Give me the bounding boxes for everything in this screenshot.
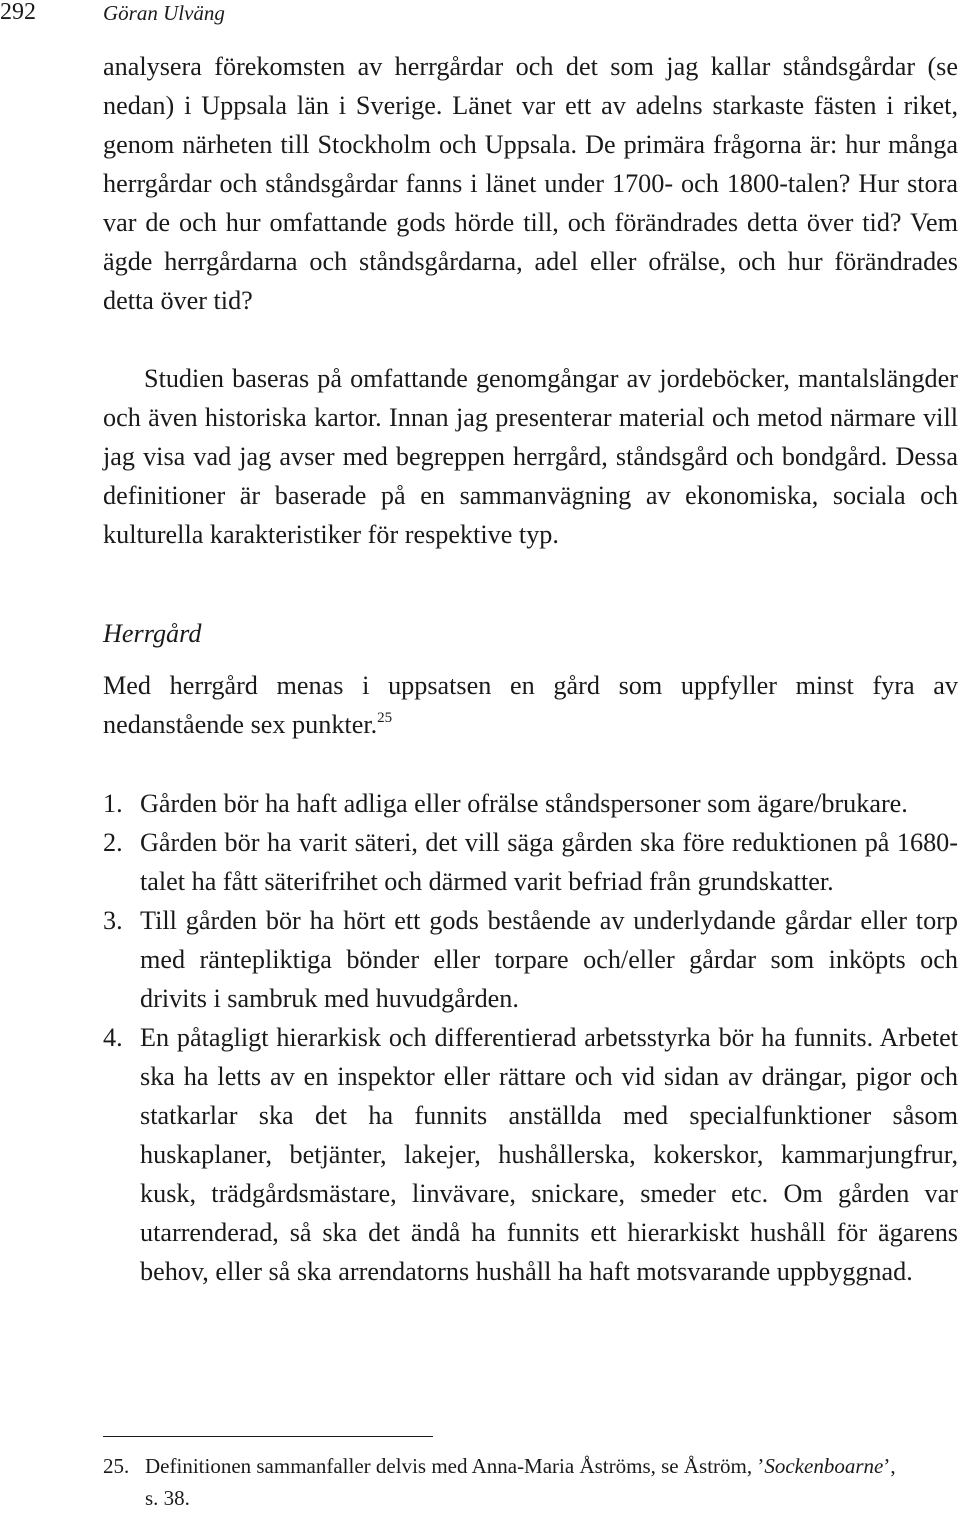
- footnote-text: [145, 1450, 903, 1514]
- body-paragraph-1: [103, 47, 958, 320]
- body-paragraph-3: [103, 666, 958, 744]
- list-item: [103, 823, 958, 901]
- list-item-number: 4.: [103, 1023, 123, 1052]
- footnote-number: 25.: [103, 1454, 130, 1478]
- footnote-divider: [103, 1436, 433, 1437]
- list-item: [103, 901, 958, 1018]
- list-item: [103, 1018, 958, 1291]
- footnote-cited-title: Sockenboarne: [764, 1454, 884, 1478]
- footnote-reference[interactable]: 25: [377, 710, 393, 726]
- footnote: [103, 1450, 903, 1510]
- list-item-text: Gården bör ha haft adliga eller ofrälse ståndspersoner som ägare/brukare.: [140, 789, 908, 818]
- list-item-text: Till gården bör ha hört ett gods bestående av underlydande gårdar eller torp med räntepliktiga bönder eller torpare och/eller gårdar som inköpts och drivits i sambruk med huvudgården.: [140, 906, 958, 1013]
- paragraph-text: analysera förekomsten av herrgårdar och det som jag kallar ståndsgårdar (se nedan) i Uppsala län i Sverige. Länet var ett av adelns starkaste fästen i riket, genom närheten till Stockholm och Uppsala. De primära frågorna är: hur många herrgårdar och ståndsgårdar fanns i länet under 1700- och 1800-talen? Hur stora var de och hur omfattande gods hörde till, och förändrades detta över tid? Vem ägde herrgårdarna och ståndsgårdarna, adel eller ofrälse, och hur förändrades detta över tid?: [103, 52, 958, 315]
- page-number: 292: [0, 0, 36, 25]
- list-item-number: 2.: [103, 828, 123, 857]
- footnote-text-after: ’, s. 38.: [145, 1454, 896, 1510]
- list-item-text: Gården bör ha varit säteri, det vill säga gården ska före reduktionen på 1680-talet ha fått säterifrihet och därmed varit befriad från grundskatter.: [140, 828, 958, 896]
- paragraph-text: Studien baseras på omfattande genomgångar av jordeböcker, mantalslängder och även historiska kartor. Innan jag presenterar material och metod närmare vill jag visa vad jag avser med begreppen herrgård, ståndsgård och bondgård. Dessa definitioner är baserade på en sammanvägning av ekonomiska, sociala och kulturella karakteristiker för respektive typ.: [103, 364, 958, 549]
- criteria-list: [103, 784, 958, 1291]
- footnote-text-before: Definitionen sammanfaller delvis med Anna-Maria Åströms, se Åström, ’: [145, 1454, 765, 1478]
- list-item-text: En påtagligt hierarkisk och differentierad arbetsstyrka bör ha funnits. Arbetet ska ha letts av en inspektor eller rättare och vid sidan av drängar, pigor och statkarlar ska det ha funnits anställda med specialfunktioner såsom huskaplaner, betjänter, lakejer, hushållerska, kokerskor, kammarjungfrur, kusk, trädgårdsmästare, linvävare, snickare, smeder etc. Om gården var utarrenderad, så ska det ändå ha funnits ett hierarkiskt hushåll för ägarens behov, eller så ska arrendatorns hushåll ha haft motsvarande uppbyggnad.: [140, 1023, 958, 1286]
- section-heading: Herrgård: [103, 619, 202, 648]
- body-paragraph-2: [103, 359, 958, 554]
- paragraph-text: [103, 666, 958, 744]
- list-item-number: 3.: [103, 906, 123, 935]
- running-head-author: Göran Ulväng: [103, 1, 225, 25]
- list-item: [103, 784, 958, 823]
- paragraph-text-span: Med herrgård menas i uppsatsen en gård som uppfyller minst fyra av nedanstående sex punkter.: [103, 671, 958, 739]
- list-item-number: 1.: [103, 789, 123, 818]
